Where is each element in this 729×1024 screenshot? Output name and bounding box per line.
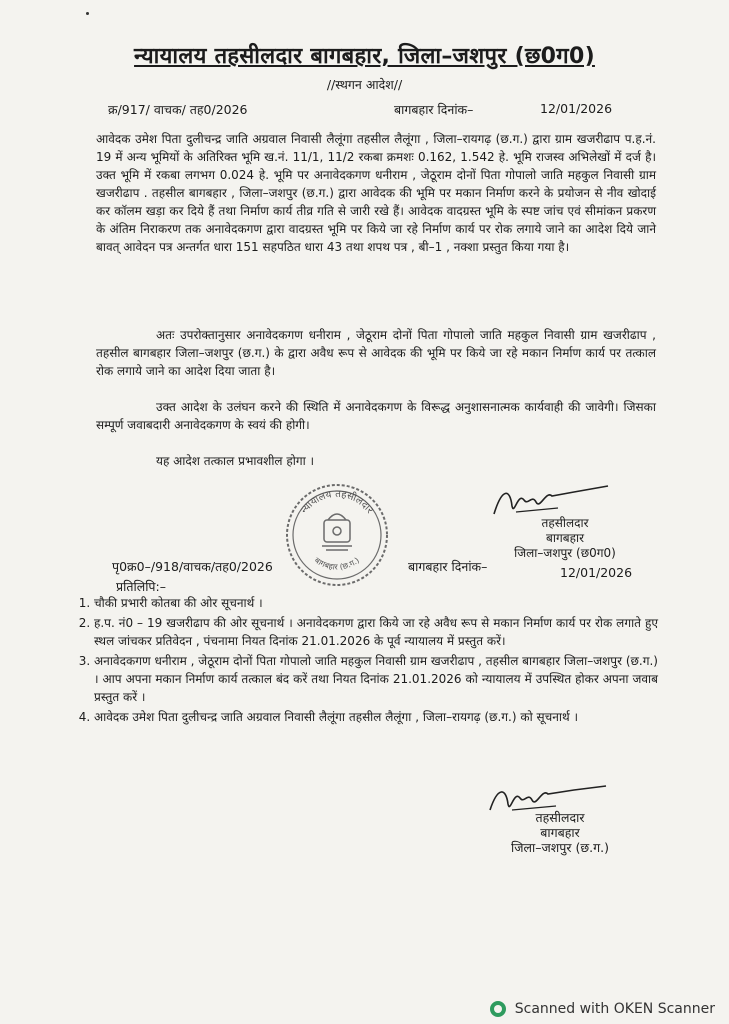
seal-bottom-text: बागबहार (छ.ग.) [312,555,362,572]
body-paragraph-4: यह आदेश तत्काल प्रभावशील होगा । [156,454,315,468]
signature-1-designation: तहसीलदार [541,516,589,530]
body-paragraph-1: आवेदक उमेश पिता दुलीचन्द्र जाति अग्रवाल निवासी लैलूंगा तहसील लैलूंगा , जिला–रायगढ़ (छ.ग.) द्वारा ग्राम खजरीढाप प.ह.नं. 19 में अन्य भूमियों के अतिरिक्त भूमि ख.नं. 11/1, 11/2 रकबा क्रमशः 0.162, 1.542 हे. भूमि राजस्व अभिलेखों में दर्ज है। उक्त भूमि में रकबा लगभग 0.024 हे. भूमि पर अनावेदकगण धनीराम , जेठूराम दोनों पिता गोपालो जाति महकुल निवासी ग्राम खजरीढाप . तहसील बागबहार , जिला–जशपुर (छ.ग.) द्वारा आवेदक की भूमि पर मकान निर्माण करने के प्रयोजन से नीव खोदाई कर कॉलम खड़ा कर दिये हैं तथा निर्माण कार्य तीव्र गति से जारी रखे हैं। आवेदक वादग्रस्त भूमि के स्पष्ट जांच एवं सीमांकन प्रकरण के अंतिम निराकरण तक अनावेदकगण द्वारा वादग्रस्त भूमि पर किये जा रहे निर्माण कार्य पर रोक लगाये जाने का आदेश दिये जाने बावत् आवेदन पत्र अन्तर्गत धारा 151 सहपठित धारा 43 तथा शपथ पत्र , बी–1 , नक्शा प्रस्तुत किया गया है। [96,132,656,254]
scanner-text: Scanned with OKEN Scanner [514,1001,715,1017]
scanner-watermark [489,1000,715,1018]
copy-item-2: 2. ह.प. नं0 – 19 खजरीढाप की ओर सूचनार्थ । अनावेदकगण द्वारा किये जा रहे अवैध रूप से मकान निर्माण कार्य पर रोक लगाते हुए स्थल जांचकर प्रतिवेदन , पंचनामा नियत दिनांक 21.01.2026 के पूर्व न्यायालय में प्रस्तुत करें। [94,614,658,650]
copy-item-3: 3. अनावेदकगण धनीराम , जेठूराम दोनों पिता गोपालो जाति महकुल निवासी ग्राम खजरीढाप , तहसील बागबहार जिला–जशपुर (छ.ग.) । आप अपना मकान निर्माण कार्य तत्काल बंद करें तथा नियत दिनांक 21.01.2026 को न्यायालय में उपस्थित होकर अपना जवाब प्रस्तुत करें । [94,652,658,706]
copy-item-1: 1. चौकी प्रभारी कोतबा की ओर सूचनार्थ । [94,594,658,612]
order-number: क्र/917/ वाचक/ तह0/2026 [108,102,248,117]
scan-speck [86,12,89,15]
endorsement-number: पृ0क्र0–/918/वाचक/तह0/2026 [112,559,273,574]
endorsement-place-date-label: बागबहार दिनांक– [408,559,488,574]
court-seal [282,480,392,590]
signature-1-place: बागबहार [546,531,584,545]
body-paragraph-3: उक्त आदेश के उलंघन करने की स्थिति में अनावेदकगण के विरूद्ध अनुशासनात्मक कार्यवाही की जावेगी। जिसका सम्पूर्ण जवाबदारी अनावेदकगण के स्वयं की होगी। [96,400,656,432]
seal-top-text: न्यायालय तहसीलदार [298,488,376,516]
order-date: 12/01/2026 [540,101,613,116]
order-type-subtitle: //स्थगन आदेश// [326,77,403,92]
signature-2-place: बागबहार [540,825,580,840]
scanner-logo-icon [489,1000,507,1018]
emblem-icon [322,514,352,550]
signature-2-district: जिला–जशपुर (छ.ग.) [511,840,609,855]
copy-list [80,594,658,728]
order-place-date-label: बागबहार दिनांक– [394,102,474,117]
signature-1-block [510,516,620,546]
endorsement-date: 12/01/2026 [560,565,633,580]
signature-2-designation: तहसीलदार [535,810,585,825]
copy-to-label: प्रतिलिपि:– [116,579,166,594]
signature-1-district: जिला–जशपुर (छ0ग0) [514,546,616,560]
svg-text:बागबहार (छ.ग.) [313,556,361,572]
court-heading: न्यायालय तहसीलदार बागबहार, जिला–जशपुर (छ0ग0) [134,44,595,69]
body-paragraph-2: अतः उपरोक्तानुसार अनावेदकगण धनीराम , जेठूराम दोनों पिता गोपालो जाति महकुल निवासी ग्राम खजरीढाप , तहसील बागबहार जिला–जशपुर (छ.ग.) के द्वारा अवैध रूप से आवेदक की भूमि पर किये जा रहे मकान निर्माण कार्य पर तत्काल रोक लगाये जाने का आदेश दिया जाता है। [96,328,656,378]
copy-item-4: 4. आवेदक उमेश पिता दुलीचन्द्र जाति अग्रवाल निवासी लैलूंगा तहसील लैलूंगा , जिला–रायगढ़ (छ.ग.) को सूचनार्थ । [94,708,658,726]
signature-2-block [500,810,620,855]
